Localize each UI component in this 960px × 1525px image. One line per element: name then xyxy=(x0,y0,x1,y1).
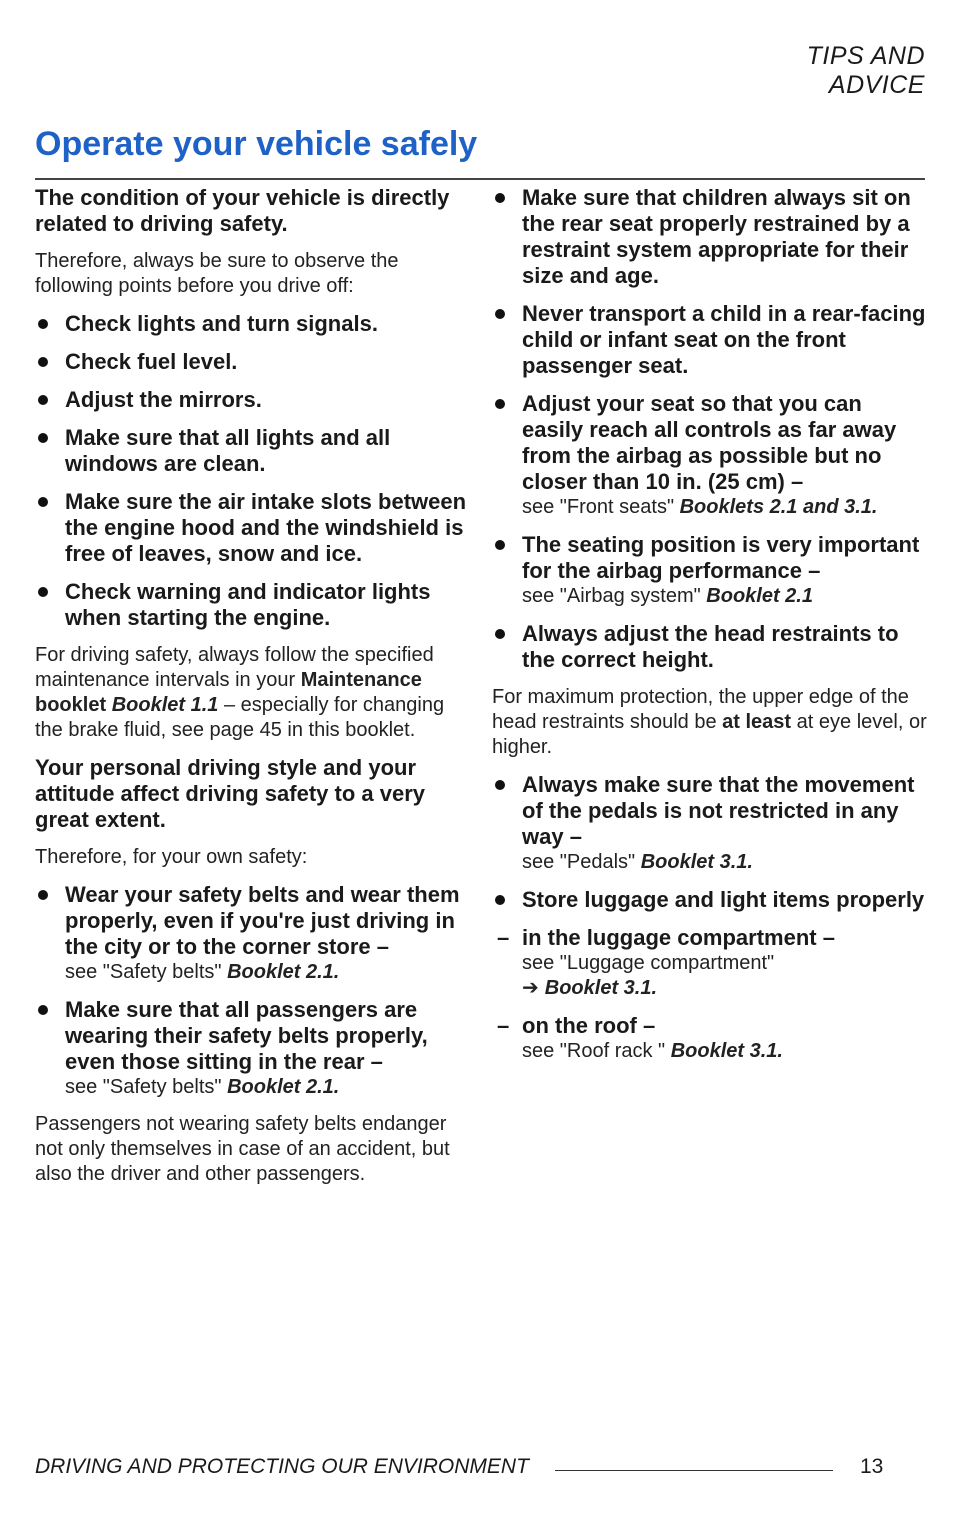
check-item: Make sure that all lights and all windows are clean. xyxy=(35,425,470,477)
bullet-icon xyxy=(38,395,48,405)
check-item: Check fuel level. xyxy=(35,349,470,375)
head-restraints-item: Always adjust the head restraints to the correct height. xyxy=(492,621,927,673)
driving-style-bold: Your personal driving style and your attitude affect driving safety to a very great extent. xyxy=(35,755,425,832)
running-header: TIPS AND ADVICE xyxy=(806,42,925,99)
right-column xyxy=(492,185,927,1064)
bullet-icon xyxy=(38,1005,48,1015)
maintenance-paragraph: For driving safety, always follow the specified maintenance intervals in your Maintenance booklet Booklet 1.1 – especially for changing the brake fluid, see page 45 in this booklet. xyxy=(35,644,445,741)
safety-belts-item: Wear your safety belts and wear them properly, even if you're just driving in the city or to the corner store – see "Safety belts" Booklet 2.1. xyxy=(35,882,470,985)
footer-section: DRIVING AND PROTECTING OUR ENVIRONMENT xyxy=(35,1455,529,1478)
passengers-text: Passengers not wearing safety belts endanger not only themselves in case of an accident, but also the driver and other passengers. xyxy=(35,1113,450,1185)
bullet-icon xyxy=(38,587,48,597)
bullet-icon xyxy=(495,780,505,790)
bullet-icon xyxy=(495,895,505,905)
passengers-item: Make sure that all passengers are wearing their safety belts properly, even those sitting in the rear – see "Safety belts" Booklet 2.1. xyxy=(35,997,470,1100)
pedals-item: Always make sure that the movement of the pedals is not restricted in any way – see "Pedals" Booklet 3.1. xyxy=(492,772,927,875)
roof-item: – on the roof – see "Roof rack " Booklet 3.1. xyxy=(497,1013,783,1062)
bullet-icon xyxy=(38,890,48,900)
position-item: The seating position is very important for the airbag performance – see "Airbag system" Booklet 2.1 xyxy=(492,532,927,609)
bullet-icon xyxy=(495,193,505,203)
bullet-icon xyxy=(38,319,48,329)
check-item: Adjust the mirrors. xyxy=(35,387,470,413)
footer-rule xyxy=(555,1470,833,1471)
left-column xyxy=(35,185,470,1187)
booklet-ref: Booklet 2.1. xyxy=(227,961,340,983)
booklet-ref: Booklets 2.1 and 3.1. xyxy=(679,496,878,518)
arrow-right-icon: ➔ xyxy=(522,977,539,999)
bullet-icon xyxy=(495,399,505,409)
booklet-ref: Booklet 2.1. xyxy=(227,1076,340,1098)
booklet-ref: Booklet 3.1. xyxy=(640,851,753,873)
page-title: Operate your vehicle safely xyxy=(35,125,478,163)
bullet-icon xyxy=(38,357,48,367)
rear-facing-item: Never transport a child in a rear-facing child or infant seat on the front passenger seat. xyxy=(492,301,927,379)
bullet-icon xyxy=(38,497,48,507)
bullet-icon xyxy=(495,629,505,639)
booklet-ref: Booklet 3.1. xyxy=(544,977,658,999)
bullet-icon xyxy=(495,540,505,550)
intro-text: Therefore, always be sure to observe the following points before you drive off: xyxy=(35,250,399,297)
driving-style-text: Therefore, for your own safety: xyxy=(35,846,308,868)
dash-marker: – xyxy=(497,925,510,950)
title-divider xyxy=(35,178,925,180)
check-item: Check lights and turn signals. xyxy=(35,311,470,337)
dash-marker: – xyxy=(497,1013,510,1038)
seat-item: Adjust your seat so that you can easily reach all controls as far away from the airbag as possible but no closer than 10 in. (25 cm) – see "Front seats" Booklets 2.1 and 3.1. xyxy=(492,391,927,520)
luggage-item: Store luggage and light items properly xyxy=(492,887,927,913)
compartment-item: – in the luggage compartment – see "Luggage compartment" ➔ Booklet 3.1. xyxy=(497,925,835,999)
bullet-icon xyxy=(38,433,48,443)
booklet-ref: Booklet 3.1. xyxy=(670,1040,783,1062)
check-item: Check warning and indicator lights when starting the engine. xyxy=(35,579,470,631)
intro-bold: The condition of your vehicle is directly related to driving safety. xyxy=(35,185,450,236)
children-item: Make sure that children always sit on the rear seat properly restrained by a restraint system appropriate for their size and age. xyxy=(492,185,927,289)
bullet-icon xyxy=(495,309,505,319)
head-restraints-text: For maximum protection, the upper edge of the head restraints should be at least at eye level, or higher. xyxy=(492,686,927,758)
page-number: 13 xyxy=(860,1455,884,1478)
booklet-ref: Booklet 2.1 xyxy=(706,585,813,607)
check-item: Make sure the air intake slots between the engine hood and the windshield is free of leaves, snow and ice. xyxy=(35,489,470,567)
